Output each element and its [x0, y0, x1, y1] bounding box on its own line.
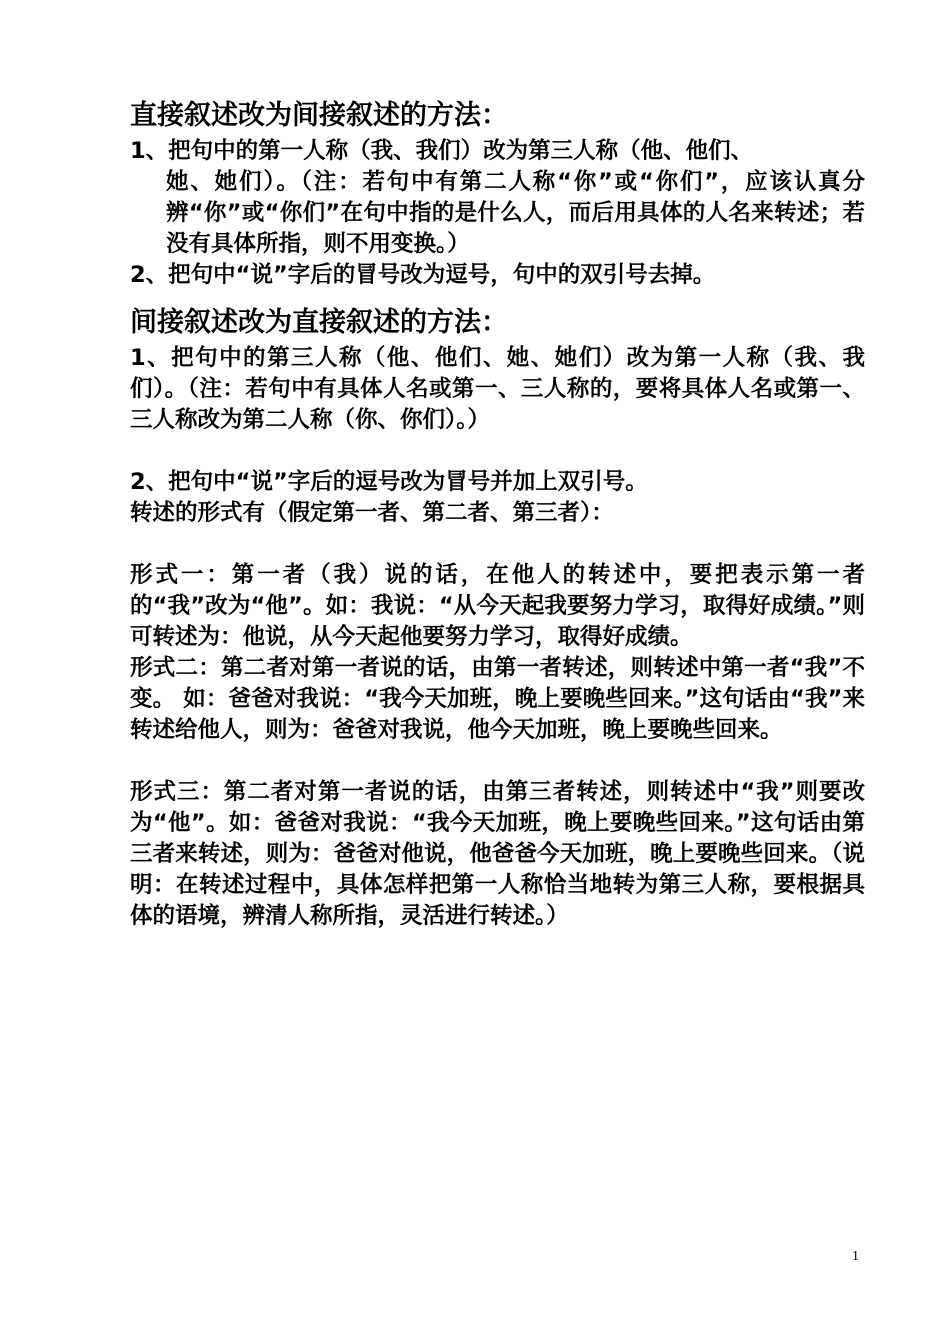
rule-1: 1、把句中的第三人称（他、他们、她、她们）改为第一人称（我、我们）。（注：若句中有具体人名或第一、三人称的，要将具体人名或第一、三人称改为第二人称（你、你们）。）	[130, 345, 865, 433]
document-body	[130, 96, 865, 932]
form-2-paragraph: 形式二：第二者对第一者说的话，由第一者转述，则转述中第一者“我”不变。 如：爸爸对我说：“我今天加班，晚上要晚些回来。”这句话由“我”来转述给他人，则为：爸爸对我说，他今天加班，晚上要晚些回来。	[130, 655, 865, 743]
spacer	[130, 529, 865, 560]
section-heading-direct-to-indirect: 直接叙述改为间接叙述的方法：	[130, 100, 508, 131]
spacer	[130, 746, 865, 777]
form-3-paragraph: 形式三：第二者对第一者说的话，由第三者转述，则转述中“我”则要改为“他”。如：爸爸对我说：“我今天加班，晚上要晚些回来。”这句话由第三者来转述，则为：爸爸对他说，他爸爸今天加班，晚上要晚些回来。（说明：在转述过程中，具体怎样把第一人称恰当地转为第三人称，要根据具体的语境，辨清人称所指，灵活进行转述。）	[130, 779, 865, 929]
form-1-paragraph: 形式一：第一者（我）说的话，在他人的转述中，要把表示第一者的“我”改为“他”。如：我说：“从今天起我要努力学习，取得好成绩。”则可转述为：他说，从今天起他要努力学习，取得好成绩。	[130, 562, 865, 650]
section-heading-indirect-to-direct: 间接叙述改为直接叙述的方法：	[130, 307, 508, 338]
rule-1-line-1: 1、把句中的第一人称（我、我们）改为第三人称（他、他们、	[130, 138, 754, 164]
spacer	[130, 291, 865, 303]
forms-intro: 转述的形式有（假定第一者、第二者、第三者）：	[130, 500, 614, 526]
page-number: 1	[852, 1249, 859, 1264]
rule-2: 2、把句中“说”字后的逗号改为冒号并加上双引号。	[130, 469, 648, 495]
spacer	[130, 436, 865, 467]
rule-1-continuation: 她、她们）。（注：若句中有第二人称“你”或“你们”，应该认真分辨“你”或“你们”在句中指的是什么人，而后用具体的人名来转述；若没有具体所指，则不用变换。）	[166, 169, 865, 257]
rule-2: 2、把句中“说”字后的冒号改为逗号，句中的双引号去掉。	[130, 262, 716, 288]
